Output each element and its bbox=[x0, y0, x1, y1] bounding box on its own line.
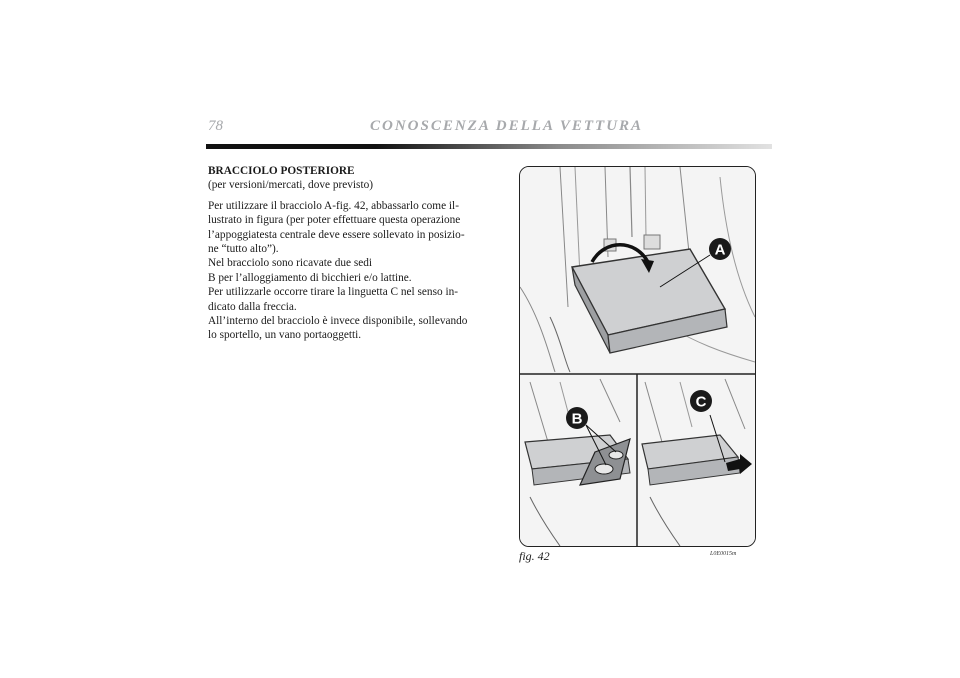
figure-illustration bbox=[519, 166, 756, 547]
text-line: All’interno del bracciolo è invece disponibile, sollevando bbox=[208, 315, 468, 328]
running-title: CONOSCENZA DELLA VETTURA bbox=[370, 118, 644, 134]
text-line: (per versioni/mercati, dove previsto) bbox=[208, 179, 374, 192]
text-line: Nel bracciolo sono ricavate due sedi bbox=[208, 257, 373, 270]
text-line: dicato dalla freccia. bbox=[208, 300, 297, 313]
text-line: B per l’alloggiamento di bicchieri e/o lattine. bbox=[208, 271, 412, 284]
armrest-illustration bbox=[520, 167, 755, 546]
text-column bbox=[208, 164, 493, 349]
callout-b-label: B bbox=[571, 410, 583, 428]
section-title: BRACCIOLO POSTERIORE bbox=[208, 165, 355, 177]
paragraph-heading bbox=[208, 164, 493, 193]
figure-code: L0E0015m bbox=[710, 551, 737, 557]
text-line: lo sportello, un vano portaoggetti. bbox=[208, 329, 362, 342]
text-line: l’appoggiatesta centrale deve essere sollevato in posizio- bbox=[208, 228, 465, 241]
callout-c-label: C bbox=[695, 393, 707, 411]
text-line: Per utilizzare il bracciolo A-fig. 42, abbassarlo come il- bbox=[208, 199, 459, 212]
header-rule bbox=[206, 144, 772, 149]
text-line: ne “tutto alto”). bbox=[208, 243, 279, 256]
text-line: lustrato in figura (per poter effettuare questa operazione bbox=[208, 214, 461, 227]
figure-caption: fig. 42 bbox=[519, 549, 550, 563]
text-line: Per utilizzarle occorre tirare la linguetta C nel senso in- bbox=[208, 286, 458, 299]
paragraph-body bbox=[208, 199, 493, 343]
page-number: 78 bbox=[208, 118, 223, 134]
callout-a-label: A bbox=[714, 241, 726, 259]
